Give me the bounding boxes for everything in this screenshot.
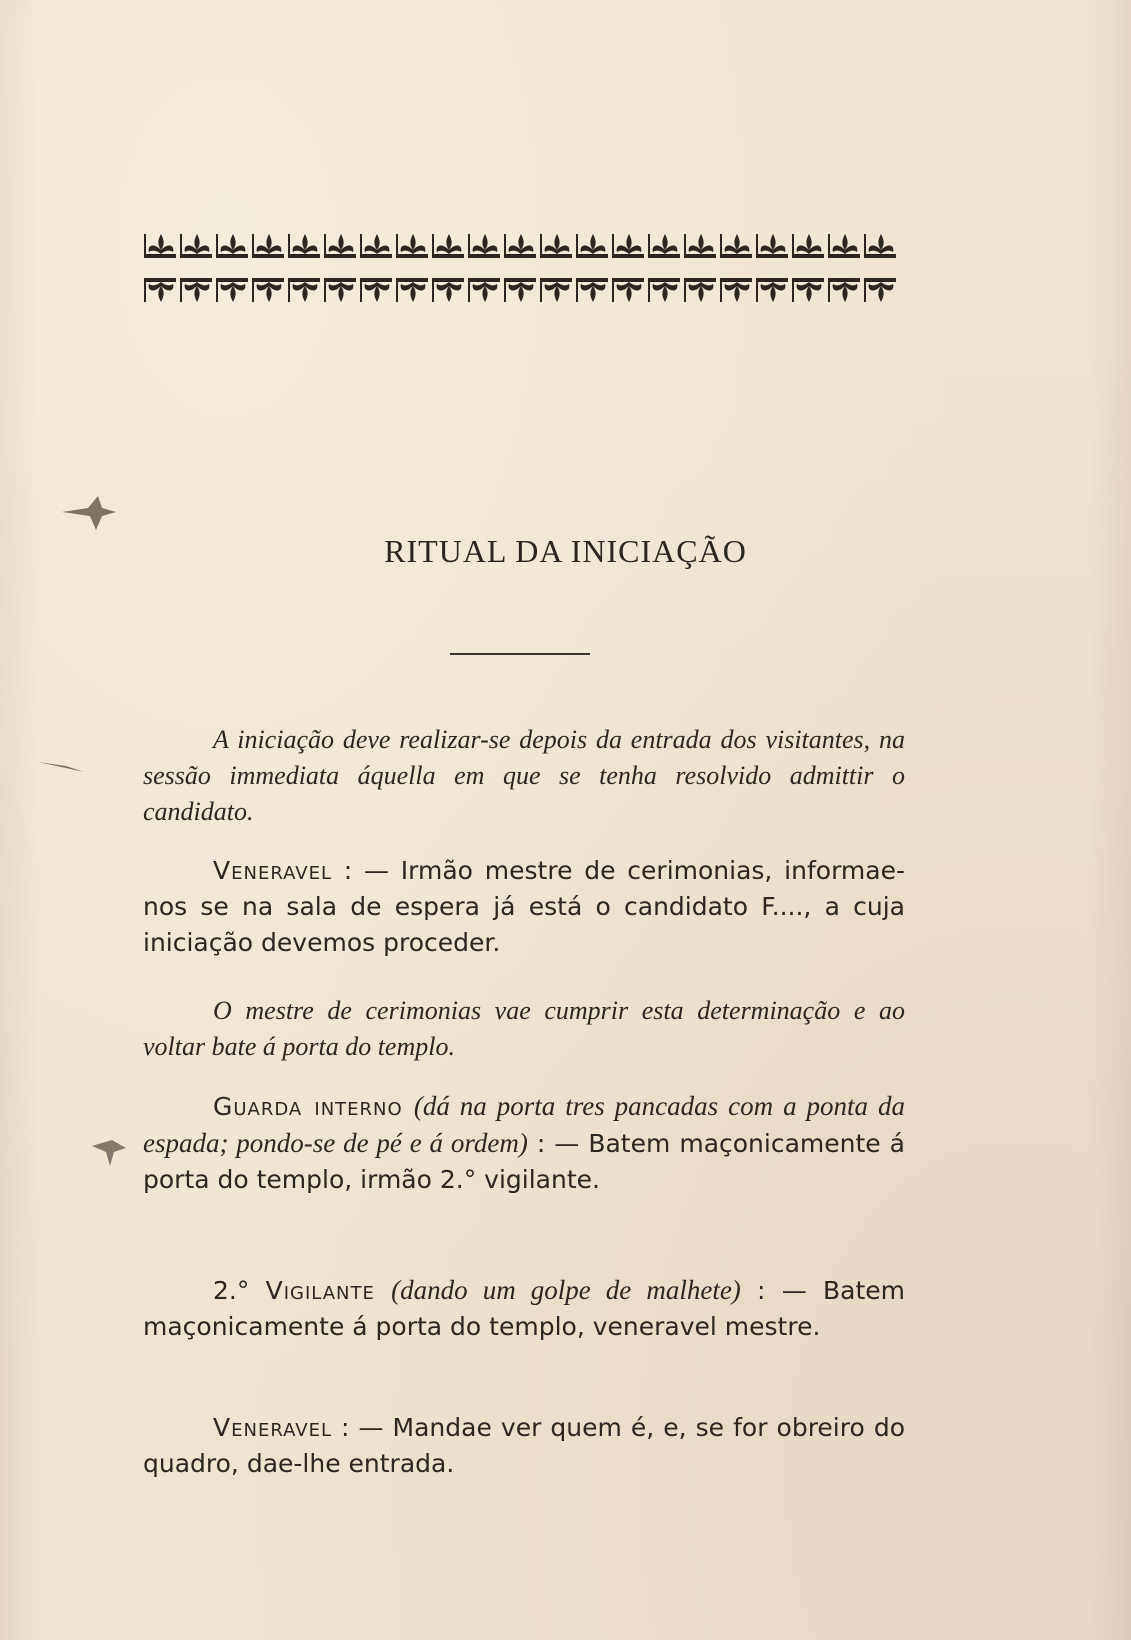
fleur-de-lis-icon bbox=[504, 278, 536, 302]
dialogue-separator: : — bbox=[527, 1129, 589, 1158]
dialogue-text: Batem maçonicamente á porta do templo, veneravel mestre. bbox=[143, 1276, 905, 1341]
fleur-de-lis-icon bbox=[432, 278, 464, 302]
margin-pin-mark-3 bbox=[84, 1130, 134, 1170]
dialogue-veneravel-2 bbox=[143, 1410, 905, 1482]
dialogue-veneravel-1 bbox=[143, 853, 905, 961]
fleur-de-lis-icon bbox=[684, 234, 716, 258]
intro-text: A iniciação deve realizar-se depois da entrada dos visitantes, na sessão immediata áquella em que se tenha resolvido admittir o candidato. bbox=[143, 725, 905, 826]
fleur-de-lis-icon bbox=[576, 278, 608, 302]
fleur-de-lis-icon bbox=[144, 234, 176, 258]
fleur-de-lis-icon bbox=[540, 234, 572, 258]
fleur-de-lis-icon bbox=[216, 278, 248, 302]
fleur-de-lis-icon bbox=[324, 278, 356, 302]
dialogue-separator: : — bbox=[331, 856, 401, 885]
fleur-de-lis-icon bbox=[180, 234, 212, 258]
fleur-de-lis-icon bbox=[612, 278, 644, 302]
dialogue-text: Irmão mestre de cerimonias, informae-nos se na sala de espera já está o candidato F...., a cuja iniciação devemos proceder. bbox=[143, 856, 905, 957]
action-note: (dá na porta tres pancadas com a ponta da espada; pondo-se de pé e á ordem) bbox=[143, 1091, 906, 1158]
fleur-de-lis-icon bbox=[756, 278, 788, 302]
speaker-label: Veneravel bbox=[213, 1413, 332, 1442]
intro-paragraph bbox=[143, 722, 905, 830]
fleur-de-lis-icon bbox=[828, 278, 860, 302]
fleur-de-lis-icon bbox=[360, 234, 392, 258]
fleur-de-lis-icon bbox=[576, 234, 608, 258]
fleur-de-lis-icon bbox=[792, 278, 824, 302]
fleur-de-lis-icon bbox=[720, 234, 752, 258]
fleur-de-lis-icon bbox=[540, 278, 572, 302]
fleur-de-lis-icon bbox=[144, 278, 176, 302]
dialogue-separator: : — bbox=[740, 1276, 823, 1305]
fleur-de-lis-icon bbox=[432, 234, 464, 258]
dialogue-guarda-interno bbox=[143, 1088, 905, 1198]
fleur-de-lis-icon bbox=[720, 278, 752, 302]
action-note: (dando um golpe de malhete) bbox=[391, 1275, 741, 1305]
fleur-de-lis-border-ornament bbox=[143, 228, 899, 310]
fleur-de-lis-icon bbox=[360, 278, 392, 302]
fleur-de-lis-icon bbox=[864, 278, 896, 302]
fleur-de-lis-icon bbox=[648, 234, 680, 258]
margin-pin-mark-2 bbox=[36, 756, 86, 776]
fleur-de-lis-icon bbox=[756, 234, 788, 258]
chapter-title: RITUAL DA INICIAÇÃO bbox=[384, 533, 747, 569]
fleur-de-lis-icon bbox=[612, 234, 644, 258]
speaker-prefix: 2.° bbox=[213, 1276, 266, 1305]
fleur-de-lis-icon bbox=[324, 234, 356, 258]
fleur-de-lis-icon bbox=[828, 234, 860, 258]
dialogue-text: Batem maçonicamente á porta do templo, irmão 2.° vigilante. bbox=[143, 1129, 906, 1194]
margin-pin-mark-1 bbox=[58, 484, 118, 534]
speaker-label: Veneravel bbox=[213, 856, 332, 885]
fleur-de-lis-icon bbox=[864, 234, 896, 258]
fleur-de-lis-icon bbox=[180, 278, 212, 302]
fleur-de-lis-icon bbox=[288, 234, 320, 258]
stage-direction-text: O mestre de cerimonias vae cumprir esta determinação e ao voltar bate á porta do templo. bbox=[143, 996, 905, 1061]
fleur-de-lis-icon bbox=[216, 234, 248, 258]
fleur-de-lis-icon bbox=[468, 278, 500, 302]
title-divider bbox=[450, 653, 590, 655]
fleur-de-lis-icon bbox=[684, 278, 716, 302]
fleur-de-lis-icon bbox=[252, 278, 284, 302]
bleed-through bbox=[150, 300, 950, 1400]
fleur-de-lis-icon bbox=[504, 234, 536, 258]
speaker-label: Guarda interno bbox=[213, 1092, 403, 1121]
fleur-de-lis-icon bbox=[648, 278, 680, 302]
dialogue-separator: : — bbox=[331, 1413, 393, 1442]
fleur-de-lis-icon bbox=[288, 278, 320, 302]
fleur-de-lis-icon bbox=[396, 234, 428, 258]
fleur-de-lis-icon bbox=[792, 234, 824, 258]
speaker-label: Vigilante bbox=[265, 1276, 375, 1305]
stage-direction-1 bbox=[143, 993, 905, 1065]
dialogue-text: Mandae ver quem é, e, se for obreiro do quadro, dae-lhe entrada. bbox=[143, 1413, 905, 1478]
dialogue-vigilante bbox=[143, 1272, 905, 1345]
fleur-de-lis-icon bbox=[396, 278, 428, 302]
fleur-de-lis-icon bbox=[252, 234, 284, 258]
fleur-de-lis-icon bbox=[468, 234, 500, 258]
